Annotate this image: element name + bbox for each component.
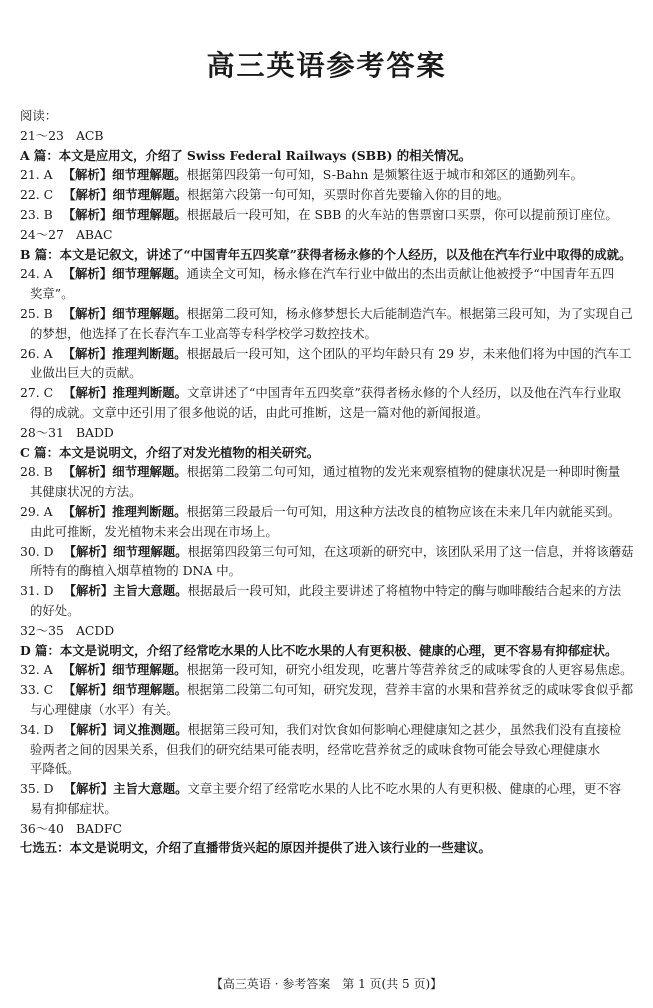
analysis-tag: 【解析】细节理解题。 xyxy=(63,187,188,203)
analysis-tag: 【解析】细节理解题。 xyxy=(62,206,187,222)
answer-item xyxy=(20,720,638,779)
analysis-text: 根据最后一段可知，这个团队的平均年龄只有 29 岁，未来他们将为中国的汽车工 xyxy=(186,345,632,361)
analysis-text-continued: 所特有的酶植入烟草植物的 DNA 中。 xyxy=(30,563,242,579)
analysis-text-continued: 其健康状况的方法。 xyxy=(30,484,142,500)
analysis-text: 根据第四段第三句可知，在这项新的研究中，该团队采用了这一信息，并将该蘑菇 xyxy=(187,543,634,559)
answer-item xyxy=(20,462,638,502)
analysis-tag: 【解析】细节理解题。 xyxy=(63,682,188,698)
page-title: 高三英语参考答案 xyxy=(206,49,447,82)
analysis-text-continued: 由此可推断，发光植物未来会出现在市场上。 xyxy=(30,523,278,539)
question-number: 32. A xyxy=(20,662,53,678)
question-number: 24. A xyxy=(20,266,53,282)
answer-range xyxy=(20,225,638,245)
passage-summary: A 篇：本文是应用文，介绍了 Swiss Federal Railways (SBB) 的相关情况。 xyxy=(20,147,472,163)
question-number: 22. C xyxy=(20,187,54,203)
answer-range xyxy=(20,126,638,146)
answer-item xyxy=(20,165,638,185)
analysis-tag: 【解析】推理判断题。 xyxy=(62,345,187,361)
question-number: 35. D xyxy=(20,781,54,797)
answer-item xyxy=(20,581,638,621)
analysis-tag: 【解析】细节理解题。 xyxy=(62,167,187,183)
answer-key: BADFC xyxy=(75,820,123,836)
analysis-tag: 【解析】细节理解题。 xyxy=(62,662,187,678)
question-range: 36～40 xyxy=(20,820,64,836)
answer-item xyxy=(20,779,638,819)
answer-key: ACDD xyxy=(75,622,115,638)
question-number: 23. B xyxy=(20,206,53,222)
analysis-text-continued: 业做出巨大的贡献。 xyxy=(30,365,142,381)
question-number: 31. D xyxy=(20,583,54,599)
analysis-text-continued: 与心理健康（水平）有关。 xyxy=(30,701,179,717)
answer-item xyxy=(20,344,638,384)
analysis-tag: 【解析】细节理解题。 xyxy=(62,266,187,282)
analysis-text: 文章主要介绍了经常吃水果的人比不吃水果的人有更积极、健康的心理，更不容 xyxy=(187,781,622,797)
analysis-text-continued: 的好处。 xyxy=(30,602,80,618)
section-heading: 阅读： xyxy=(20,108,58,123)
analysis-text-continued: 验两者之间的因果关系，但我们的研究结果可能表明，经常吃营养贫乏的咸味食物可能会导致心理健康水 xyxy=(30,741,600,757)
analysis-tag: 【解析】词义推测题。 xyxy=(63,721,188,737)
analysis-text: 根据最后一段可知，在 SBB 的火车站的售票窗口买票，你可以提前预订座位。 xyxy=(186,206,618,222)
analysis-text-continued: 的梦想，他选择了在长春汽车工业高等专科学校学习数控技术。 xyxy=(30,325,377,341)
analysis-tag: 【解析】细节理解题。 xyxy=(63,543,188,559)
question-number: 21. A xyxy=(20,167,53,183)
answer-item xyxy=(20,383,638,423)
question-number: 34. D xyxy=(20,721,54,737)
answer-range xyxy=(20,819,638,839)
page-footer: 【高三英语 · 参考答案 第 1 页(共 5 页)】 xyxy=(210,977,443,991)
answer-key: ABAC xyxy=(75,226,113,242)
analysis-text: 根据第六段第一句可知，买票时你首先要输入你的目的地。 xyxy=(187,187,510,203)
answer-item xyxy=(20,680,638,720)
answer-item xyxy=(20,264,638,304)
answer-item xyxy=(20,502,638,542)
answer-item xyxy=(20,304,638,344)
analysis-tag: 【解析】主旨大意题。 xyxy=(63,781,188,797)
answer-item xyxy=(20,205,638,225)
answer-item xyxy=(20,542,638,582)
analysis-text: 通读全文可知，杨永修在汽车行业中做出的杰出贡献让他被授予“中国青年五四 xyxy=(186,266,615,282)
answer-range xyxy=(20,423,638,443)
question-number: 33. C xyxy=(20,682,54,698)
answer-key: ACB xyxy=(75,127,104,143)
analysis-text-continued: 易有抑郁症状。 xyxy=(30,800,117,816)
analysis-text-continued: 奖章”。 xyxy=(30,286,74,302)
analysis-text: 根据第二段第二句可知，通过植物的发光来观察植物的健康状况是一种即时衡量 xyxy=(186,464,621,480)
analysis-tag: 【解析】推理判断题。 xyxy=(62,503,187,519)
analysis-text: 根据第四段第一句可知，S-Bahn 是频繁往返于城市和郊区的通勤列车。 xyxy=(186,167,583,183)
answer-item xyxy=(20,185,638,205)
answer-item xyxy=(20,660,638,680)
analysis-tag: 【解析】主旨大意题。 xyxy=(63,583,188,599)
analysis-tag: 【解析】细节理解题。 xyxy=(62,305,187,321)
question-number: 30. D xyxy=(20,543,54,559)
answer-content xyxy=(20,106,638,858)
question-number: 27. C xyxy=(20,385,54,401)
analysis-text: 根据第二段第二句可知，研究发现，营养丰富的水果和营养贫乏的咸味零食似乎都 xyxy=(187,682,634,698)
question-number: 26. A xyxy=(20,345,53,361)
answer-key: BADD xyxy=(75,424,114,440)
question-number: 28. B xyxy=(20,464,53,480)
analysis-text: 根据第一段可知，研究小组发现，吃薯片等营养贫乏的咸味零食的人更容易焦虑。 xyxy=(186,662,633,678)
analysis-text: 根据第二段可知，杨永修梦想长大后能制造汽车。根据第三段可知，为了实现自己 xyxy=(186,305,633,321)
analysis-tag: 【解析】推理判断题。 xyxy=(63,385,188,401)
analysis-tag: 【解析】细节理解题。 xyxy=(62,464,187,480)
analysis-text-continued: 平降低。 xyxy=(30,761,80,777)
passage-summary: C 篇：本文是说明文，介绍了对发光植物的相关研究。 xyxy=(20,444,320,460)
analysis-text: 根据最后一段可知，此段主要讲述了将植物中特定的酶与咖啡酸结合起来的方法 xyxy=(187,583,622,599)
passage-summary: D 篇：本文是说明文，介绍了经常吃水果的人比不吃水果的人有更积极、健康的心理，更不容易有抑郁症状。 xyxy=(20,642,618,658)
analysis-text: 根据第三段最后一句可知，用这种方法改良的植物应该在未来几年内就能买到。 xyxy=(186,503,621,519)
passage-summary: B 篇：本文是记叙文，讲述了“中国青年五四奖章”获得者杨永修的个人经历，以及他在汽车行业中取得的成就。 xyxy=(20,246,632,262)
analysis-text-continued: 得的成就。文章中还引用了很多他说的话，由此可推断，这是一篇对他的新闻报道。 xyxy=(30,404,489,420)
question-range: 24～27 xyxy=(20,226,64,242)
question-range: 21～23 xyxy=(20,127,64,143)
question-number: 29. A xyxy=(20,503,53,519)
question-range: 28～31 xyxy=(20,424,64,440)
question-number: 25. B xyxy=(20,305,53,321)
answer-range xyxy=(20,621,638,641)
passage-summary: 七选五：本文是说明文，介绍了直播带货兴起的原因并提供了进入该行业的一些建议。 xyxy=(20,840,491,856)
question-range: 32～35 xyxy=(20,622,64,638)
analysis-text: 根据第三段可知，我们对饮食如何影响心理健康知之甚少，虽然我们没有直接检 xyxy=(187,721,622,737)
analysis-text: 文章讲述了“中国青年五四奖章”获得者杨永修的个人经历，以及他在汽车行业取 xyxy=(187,385,621,401)
